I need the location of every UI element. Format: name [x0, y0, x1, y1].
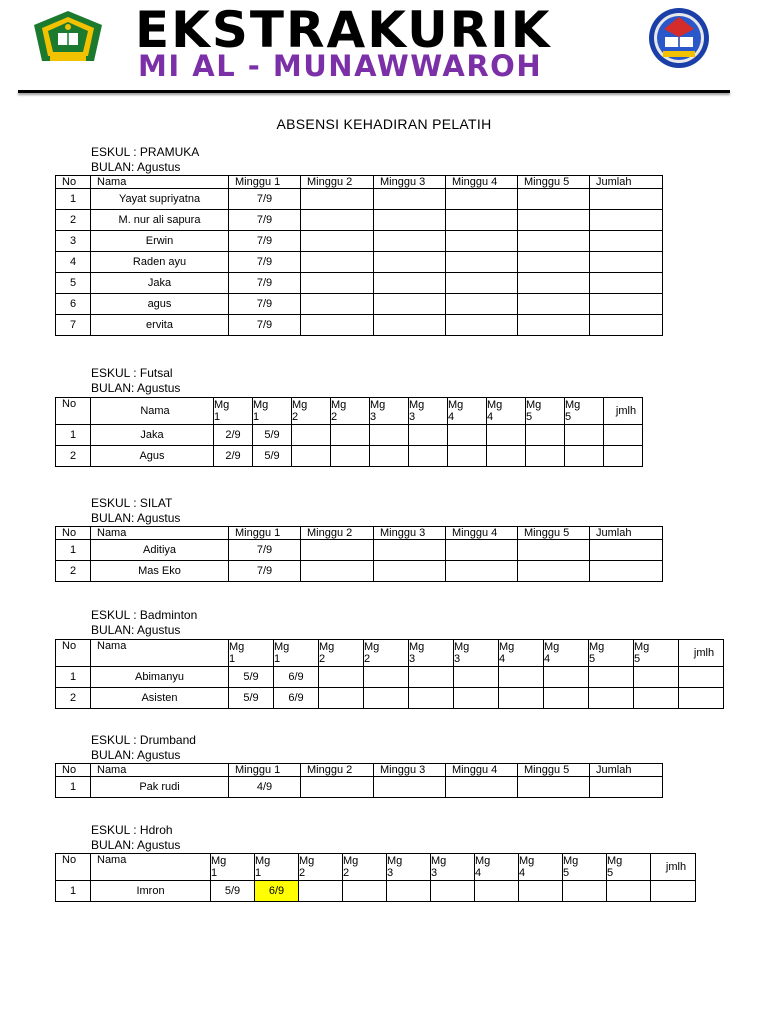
table-drumband	[55, 763, 663, 798]
cell-nama: Pak rudi	[91, 777, 229, 798]
col-mg: Mg 3	[431, 854, 475, 881]
col-mg: Mg 1	[211, 854, 255, 881]
col-mg: Mg 5	[563, 854, 607, 881]
section-bulan-pramuka: BULAN: Agustus	[91, 160, 181, 174]
col-jumlah: Jumlah	[590, 764, 663, 777]
col-mg: Mg 3	[409, 398, 448, 425]
col-minggu-2: Minggu 2	[301, 176, 374, 189]
col-mg: Mg 4	[475, 854, 519, 881]
cell-mg: 5/9	[229, 688, 274, 709]
cell-no: 5	[56, 273, 91, 294]
cell-minggu-1: 4/9	[229, 777, 301, 798]
cell-no: 2	[56, 688, 91, 709]
col-mg: Mg 2	[292, 398, 331, 425]
col-jumlah: Jumlah	[590, 527, 663, 540]
kemenag-logo	[30, 9, 106, 65]
col-mg: Mg 4	[487, 398, 526, 425]
table-pramuka	[55, 175, 663, 336]
table-row	[56, 688, 724, 709]
header-divider	[18, 90, 730, 93]
col-jmlh: jmlh	[651, 854, 696, 881]
col-minggu-2: Minggu 2	[301, 527, 374, 540]
col-mg: Mg 2	[299, 854, 343, 881]
col-mg: Mg 5	[634, 640, 679, 667]
cell-no: 1	[56, 540, 91, 561]
cell-nama: Yayat supriyatna	[91, 189, 229, 210]
section-bulan-hdroh: BULAN: Agustus	[91, 838, 181, 852]
table-header	[56, 527, 663, 540]
table-futsal	[55, 397, 643, 467]
col-no: No	[56, 764, 91, 777]
col-minggu-1: Minggu 1	[229, 527, 301, 540]
table-row	[56, 881, 696, 902]
table-header	[56, 854, 696, 881]
col-mg: Mg 4	[499, 640, 544, 667]
col-mg: Mg 5	[565, 398, 604, 425]
col-nama: Nama	[91, 398, 214, 425]
table-row	[56, 252, 663, 273]
cell-nama: Raden ayu	[91, 252, 229, 273]
col-mg: Mg 2	[331, 398, 370, 425]
col-no: No	[56, 640, 91, 667]
cell-nama: ervita	[91, 315, 229, 336]
col-minggu-1: Minggu 1	[229, 176, 301, 189]
cell-nama: agus	[91, 294, 229, 315]
col-mg: Mg 1	[274, 640, 319, 667]
cell-no: 1	[56, 667, 91, 688]
col-minggu-4: Minggu 4	[446, 764, 518, 777]
col-nama: Nama	[91, 640, 229, 667]
col-minggu-3: Minggu 3	[374, 764, 446, 777]
col-mg: Mg 4	[448, 398, 487, 425]
section-bulan-silat: BULAN: Agustus	[91, 511, 181, 525]
col-mg: Mg 2	[364, 640, 409, 667]
section-eskul-drumband: ESKUL : Drumband	[91, 733, 196, 747]
col-jumlah: Jumlah	[590, 176, 663, 189]
section-eskul-silat: ESKUL : SILAT	[91, 496, 173, 510]
table-row	[56, 315, 663, 336]
cell-minggu-1: 7/9	[229, 210, 301, 231]
cell-minggu-1: 7/9	[229, 315, 301, 336]
cell-mg: 2/9	[214, 425, 253, 446]
cell-minggu-1: 7/9	[229, 189, 301, 210]
cell-no: 4	[56, 252, 91, 273]
cell-minggu-1: 7/9	[229, 294, 301, 315]
col-minggu-3: Minggu 3	[374, 527, 446, 540]
col-mg: Mg 5	[526, 398, 565, 425]
table-header	[56, 398, 643, 425]
cell-mg: 5/9	[211, 881, 255, 902]
cell-minggu-1: 7/9	[229, 273, 301, 294]
document-title: ABSENSI KEHADIRAN PELATIH	[276, 116, 492, 132]
col-nama: Nama	[91, 764, 229, 777]
cell-nama: Erwin	[91, 231, 229, 252]
section-bulan-futsal: BULAN: Agustus	[91, 381, 181, 395]
table-hdroh	[55, 853, 696, 902]
col-minggu-2: Minggu 2	[301, 764, 374, 777]
cell-mg: 5/9	[253, 446, 292, 467]
col-mg: Mg 3	[409, 640, 454, 667]
table-row	[56, 425, 643, 446]
cell-minggu-1: 7/9	[229, 252, 301, 273]
cell-nama: Aditiya	[91, 540, 229, 561]
col-minggu-5: Minggu 5	[518, 176, 590, 189]
table-header	[56, 176, 663, 189]
col-minggu-1: Minggu 1	[229, 764, 301, 777]
section-eskul-hdroh: ESKUL : Hdroh	[91, 823, 173, 837]
col-mg: Mg 5	[607, 854, 651, 881]
col-mg: Mg 1	[255, 854, 299, 881]
cell-mg: 5/9	[229, 667, 274, 688]
col-no: No	[56, 527, 91, 540]
cell-mg: 2/9	[214, 446, 253, 467]
col-minggu-4: Minggu 4	[446, 176, 518, 189]
table-row	[56, 561, 663, 582]
col-mg: Mg 3	[370, 398, 409, 425]
cell-nama: Abimanyu	[91, 667, 229, 688]
col-mg: Mg 1	[253, 398, 292, 425]
table-row	[56, 273, 663, 294]
cell-no: 3	[56, 231, 91, 252]
cell-nama: Jaka	[91, 273, 229, 294]
table-badminton	[55, 639, 724, 709]
cell-minggu-1: 7/9	[229, 231, 301, 252]
cell-mg-highlighted: 6/9	[255, 881, 299, 902]
col-nama: Nama	[91, 854, 211, 881]
cell-no: 1	[56, 777, 91, 798]
table-row	[56, 777, 663, 798]
cell-no: 2	[56, 446, 91, 467]
cell-minggu-1: 7/9	[229, 561, 301, 582]
table-silat	[55, 526, 663, 582]
cell-nama: Agus	[91, 446, 214, 467]
col-mg: Mg 1	[214, 398, 253, 425]
madrasah-logo	[646, 7, 712, 69]
section-bulan-drumband: BULAN: Agustus	[91, 748, 181, 762]
cell-nama: Asisten	[91, 688, 229, 709]
cell-nama: Mas Eko	[91, 561, 229, 582]
cell-no: 2	[56, 210, 91, 231]
table-row	[56, 189, 663, 210]
table-row	[56, 294, 663, 315]
col-jmlh: jmlh	[679, 640, 724, 667]
col-no: No	[56, 398, 91, 425]
col-mg: Mg 4	[519, 854, 563, 881]
col-mg: Mg 3	[387, 854, 431, 881]
header-subtitle: MI AL - MUNAWWAROH	[138, 49, 543, 83]
col-nama: Nama	[91, 176, 229, 189]
section-eskul-pramuka: ESKUL : PRAMUKA	[91, 145, 200, 159]
cell-minggu-1: 7/9	[229, 540, 301, 561]
table-row	[56, 667, 724, 688]
table-header	[56, 764, 663, 777]
cell-no: 2	[56, 561, 91, 582]
col-mg: Mg 5	[589, 640, 634, 667]
col-jmlh: jmlh	[604, 398, 643, 425]
col-minggu-5: Minggu 5	[518, 527, 590, 540]
section-eskul-badminton: ESKUL : Badminton	[91, 608, 198, 622]
section-eskul-futsal: ESKUL : Futsal	[91, 366, 173, 380]
col-minggu-3: Minggu 3	[374, 176, 446, 189]
table-row	[56, 210, 663, 231]
table-row	[56, 231, 663, 252]
col-mg: Mg 2	[319, 640, 364, 667]
cell-no: 7	[56, 315, 91, 336]
col-minggu-5: Minggu 5	[518, 764, 590, 777]
table-row	[56, 446, 643, 467]
col-mg: Mg 3	[454, 640, 499, 667]
cell-no: 1	[56, 425, 91, 446]
col-no: No	[56, 854, 91, 881]
col-no: No	[56, 176, 91, 189]
col-mg: Mg 1	[229, 640, 274, 667]
section-bulan-badminton: BULAN: Agustus	[91, 623, 181, 637]
col-nama: Nama	[91, 527, 229, 540]
col-mg: Mg 4	[544, 640, 589, 667]
cell-no: 1	[56, 189, 91, 210]
cell-no: 6	[56, 294, 91, 315]
cell-mg: 6/9	[274, 667, 319, 688]
cell-nama: Jaka	[91, 425, 214, 446]
cell-nama: Imron	[91, 881, 211, 902]
col-mg: Mg 2	[343, 854, 387, 881]
table-row	[56, 540, 663, 561]
cell-mg: 6/9	[274, 688, 319, 709]
cell-no: 1	[56, 881, 91, 902]
cell-nama: M. nur ali sapura	[91, 210, 229, 231]
header-title: EKSTRAKURIK	[135, 1, 552, 59]
cell-mg: 5/9	[253, 425, 292, 446]
table-header	[56, 640, 724, 667]
col-minggu-4: Minggu 4	[446, 527, 518, 540]
